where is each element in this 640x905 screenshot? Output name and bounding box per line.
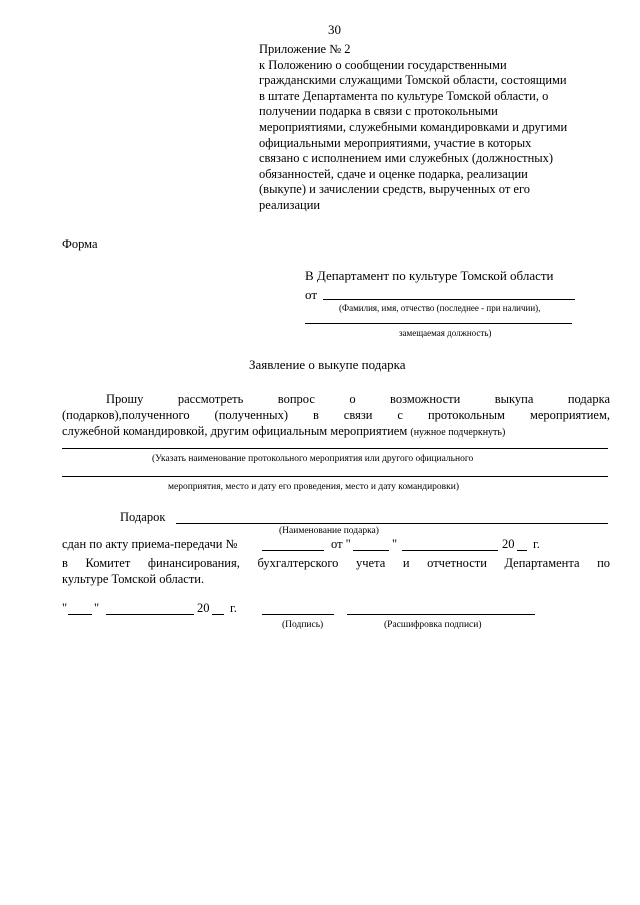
word: подарка — [567, 392, 610, 406]
body-line-1 — [62, 391, 610, 407]
document-title: Заявление о выкупе подарка — [249, 357, 406, 372]
appendix-line: связано с исполнением ими служебных (должностных) — [259, 151, 554, 166]
word: возможности — [390, 392, 461, 406]
word: в — [62, 556, 68, 570]
name-hint: (Фамилия, имя, отчество (последнее - при наличии), — [339, 303, 541, 313]
date-quote-open: " — [62, 601, 68, 615]
event-hint-1: (Указать наименование протокольного мероприятия или другого официального — [152, 454, 474, 464]
body-line-3 — [62, 423, 610, 441]
handover-year: 20 — [502, 537, 515, 551]
sign-year: 20 — [197, 601, 210, 615]
word: по — [597, 556, 611, 570]
word: рассмотреть — [177, 392, 244, 406]
body-line-2 — [62, 407, 610, 423]
word: выкупа — [494, 392, 534, 406]
decode-hint: (Расшифровка подписи) — [384, 620, 482, 630]
word: отчетности — [427, 556, 487, 570]
page-number: 30 — [328, 22, 341, 37]
word: вопрос — [277, 392, 315, 406]
handover-year-suffix: г. — [533, 537, 540, 551]
addressee-from-row — [305, 287, 575, 303]
committee-line-2: культуре Томской области. — [62, 572, 205, 586]
from-label: от — [305, 287, 318, 302]
signature-field[interactable] — [262, 614, 334, 615]
gift-label: Подарок — [120, 510, 166, 524]
appendix-line: гражданскими служащими Томской области, состоящими — [259, 73, 567, 88]
event-field-1[interactable] — [62, 448, 608, 449]
sign-month-field[interactable] — [106, 614, 194, 615]
sign-day-field[interactable] — [68, 614, 92, 615]
act-month-field[interactable] — [402, 550, 498, 551]
word: бухгалтерского — [257, 556, 339, 570]
word: (подарков),полученного — [62, 408, 190, 422]
appendix-line: к Положению о сообщении государственными — [259, 57, 507, 72]
handover-prefix: сдан по акту приема-передачи № — [62, 537, 238, 551]
act-year-field[interactable] — [517, 550, 527, 551]
appendix-line: официальными мероприятиями, участие в которых — [259, 135, 532, 150]
act-day-field[interactable] — [353, 550, 389, 551]
gift-row — [62, 510, 610, 526]
gift-name-field[interactable] — [176, 523, 608, 524]
word: финансирования, — [147, 556, 240, 570]
word: с — [397, 408, 403, 422]
gift-hint: (Наименование подарка) — [279, 526, 379, 536]
name-field[interactable] — [323, 299, 575, 300]
appendix-line: реализации — [259, 197, 321, 212]
word: о — [349, 392, 356, 406]
word: протокольным — [427, 408, 505, 422]
appendix-line: (выкупе) и зачислении средств, вырученных от его — [259, 182, 531, 197]
choose-note: (нужное подчеркнуть) — [410, 427, 506, 438]
handover-from: от " — [331, 537, 351, 551]
word: Департамента — [504, 556, 580, 570]
word: учета — [356, 556, 386, 570]
appendix-line: в штате Департамента по культуре Томской области, о — [259, 88, 549, 103]
word: Комитет — [85, 556, 131, 570]
signature-decode-field[interactable] — [347, 614, 535, 615]
event-hint-2: мероприятия, место и дату его проведения, место и дату командировки) — [168, 482, 460, 492]
form-label: Форма — [62, 237, 98, 251]
handover-quote: " — [392, 537, 398, 551]
appendix-line: мероприятиями, служебными командировками и другими — [259, 119, 568, 134]
sign-year-suffix: г. — [230, 601, 237, 615]
date-quote-close: " — [94, 601, 100, 615]
sign-year-field[interactable] — [212, 614, 224, 615]
word: (полученных) — [214, 408, 288, 422]
word: Прошу — [106, 392, 144, 406]
appendix-header — [259, 42, 604, 214]
sign-hint: (Подпись) — [282, 620, 324, 630]
position-field[interactable] — [305, 323, 572, 324]
position-hint: замещаемая должность) — [399, 328, 492, 338]
act-number-field[interactable] — [262, 550, 324, 551]
word: связи — [343, 408, 373, 422]
word: мероприятием, — [529, 408, 611, 422]
addressee-to: В Департамент по культуре Томской области — [305, 268, 554, 283]
committee-line-1 — [62, 555, 610, 571]
appendix-line: Приложение № 2 — [259, 42, 351, 56]
event-field-2[interactable] — [62, 476, 608, 477]
appendix-line: получении подарка в связи с протокольными — [259, 104, 498, 119]
appendix-line: обязанностей, сдаче и оценке подарка, реализации — [259, 166, 528, 181]
word: и — [402, 556, 410, 570]
word: в — [312, 408, 319, 422]
body-line-3-text: служебной командировкой, другим официальным мероприятием — [62, 424, 408, 438]
